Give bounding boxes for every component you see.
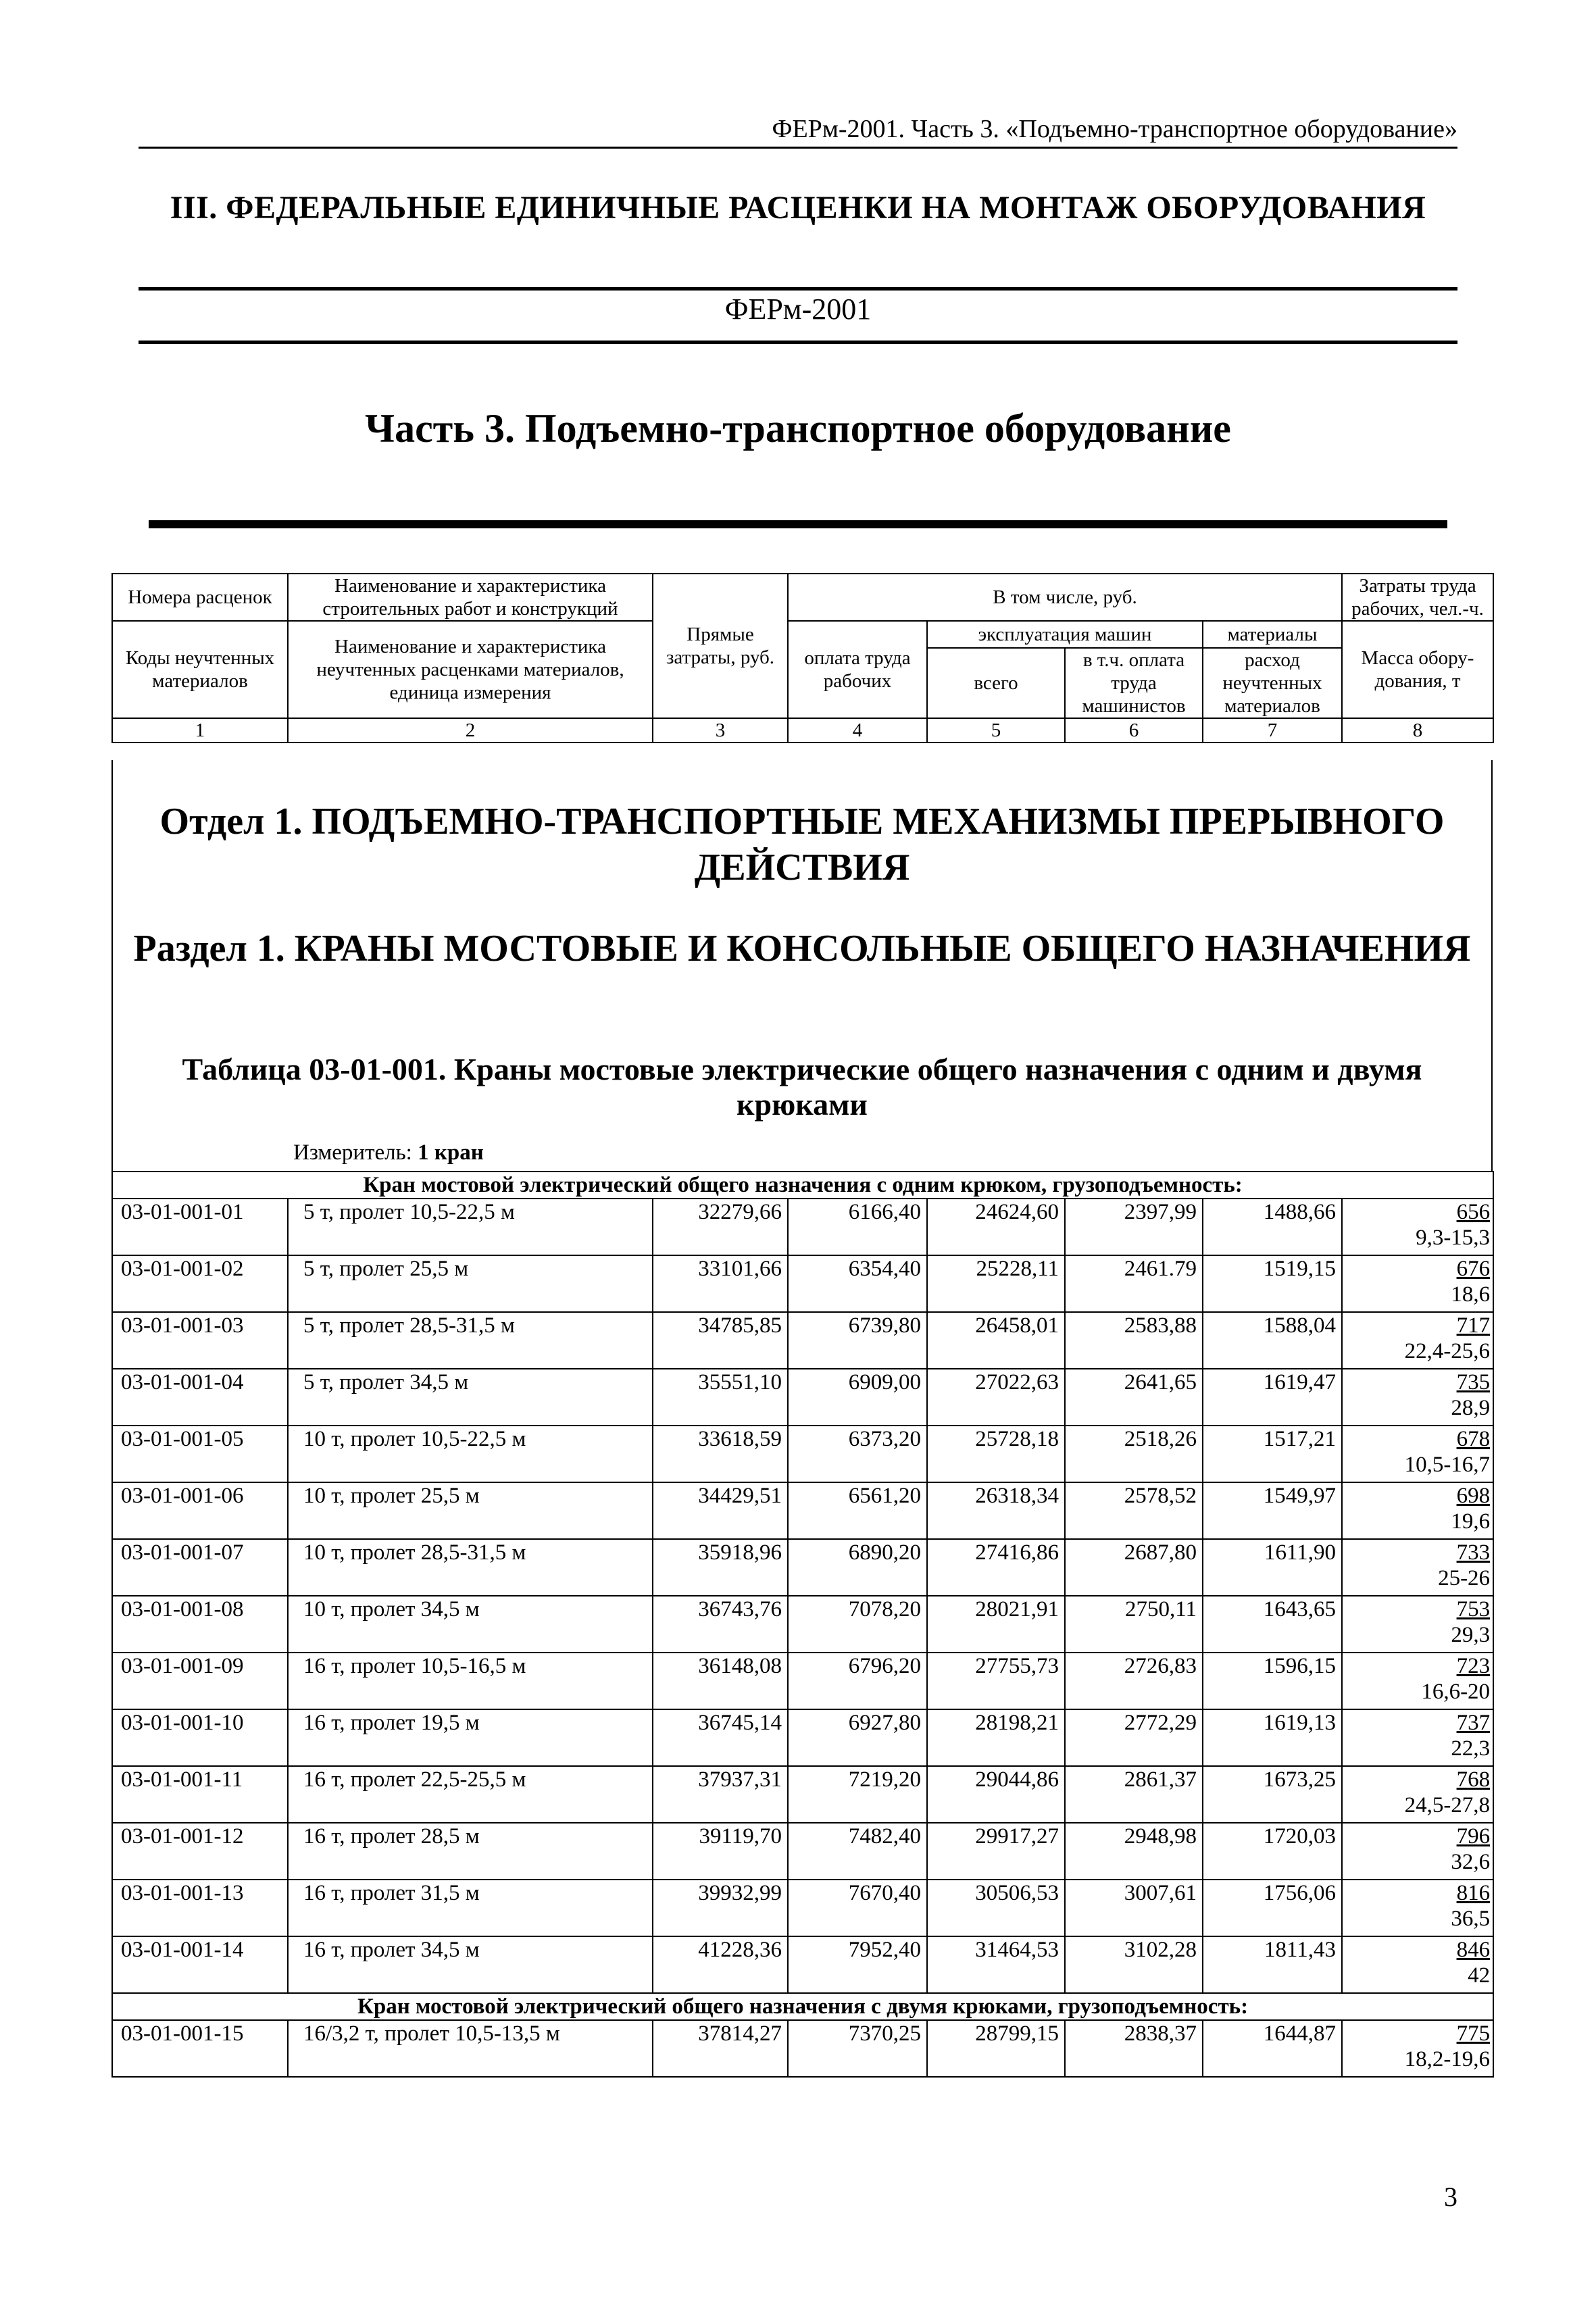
materials: 1756,06 <box>1203 1880 1342 1936</box>
machines-total: 28198,21 <box>927 1709 1065 1766</box>
table-row <box>112 1255 1493 1312</box>
column-numbers <box>112 718 1493 743</box>
materials: 1644,87 <box>1203 2020 1342 2077</box>
rate-name: 16/3,2 т, пролет 10,5-13,5 м <box>288 2020 653 2077</box>
equipment-mass: 10,5-16,7 <box>1404 1453 1491 1477</box>
table-row <box>112 1199 1493 1255</box>
equipment-mass: 16,6-20 <box>1421 1680 1491 1704</box>
labor-hours: 733 <box>1456 1540 1491 1565</box>
direct-costs-header: Прямые затраты, руб. <box>653 574 788 718</box>
equipment-mass: 36,5 <box>1451 1907 1491 1931</box>
labor-hours-and-mass <box>1342 1596 1493 1653</box>
rate-name: 10 т, пролет 25,5 м <box>288 1482 653 1539</box>
rate-code: 03-01-001-04 <box>112 1369 288 1426</box>
machines-total: 24624,60 <box>927 1199 1065 1255</box>
labor-pay: 6890,20 <box>788 1539 927 1596</box>
materials: 1549,97 <box>1203 1482 1342 1539</box>
equipment-mass: 28,9 <box>1451 1396 1491 1420</box>
labor-pay: 6166,40 <box>788 1199 927 1255</box>
machines-operators: 2641,65 <box>1065 1369 1203 1426</box>
rate-code: 03-01-001-01 <box>112 1199 288 1255</box>
group-title: Кран мостовой электрический общего назначения с одним крюком, грузоподъемность: <box>112 1172 1493 1199</box>
table-row <box>112 1653 1493 1709</box>
rate-name: 16 т, пролет 19,5 м <box>288 1709 653 1766</box>
machines-operators: 2583,88 <box>1065 1312 1203 1369</box>
page-number: 3 <box>1444 2182 1457 2212</box>
labor-hours: 678 <box>1456 1427 1491 1451</box>
rate-code: 03-01-001-11 <box>112 1766 288 1823</box>
table-row <box>112 1766 1493 1823</box>
col-number: 5 <box>927 718 1065 743</box>
labor-pay: 6373,20 <box>788 1426 927 1482</box>
materials: 1811,43 <box>1203 1936 1342 1993</box>
labor-pay: 7482,40 <box>788 1823 927 1880</box>
machines-operators-header: в т.ч. оплата труда машинистов <box>1082 649 1186 717</box>
direct-costs: 33618,59 <box>653 1426 788 1482</box>
group-row-double-hook <box>112 1993 1493 2020</box>
rate-code: 03-01-001-10 <box>112 1709 288 1766</box>
labor-hours-and-mass <box>1342 1482 1493 1539</box>
labor-hours-and-mass <box>1342 1880 1493 1936</box>
direct-costs: 34785,85 <box>653 1312 788 1369</box>
col2-bottom: Наименование и характеристика неучтенных расценками материалов, единица измерения <box>288 621 653 718</box>
col-number: 2 <box>288 718 653 743</box>
materials: 1619,13 <box>1203 1709 1342 1766</box>
machines-total: 25228,11 <box>927 1255 1065 1312</box>
machines-total: 26458,01 <box>927 1312 1065 1369</box>
rate-name: 5 т, пролет 25,5 м <box>288 1255 653 1312</box>
rate-code: 03-01-001-09 <box>112 1653 288 1709</box>
machines-total: 29917,27 <box>927 1823 1065 1880</box>
col-number: 8 <box>1342 718 1493 743</box>
equipment-mass: 19,6 <box>1451 1509 1491 1534</box>
rate-code: 03-01-001-12 <box>112 1823 288 1880</box>
direct-costs: 37814,27 <box>653 2020 788 2077</box>
machines-total: 31464,53 <box>927 1936 1065 1993</box>
materials: 1673,25 <box>1203 1766 1342 1823</box>
machines-operators: 2518,26 <box>1065 1426 1203 1482</box>
rate-name: 16 т, пролет 34,5 м <box>288 1936 653 1993</box>
table-row <box>112 1539 1493 1596</box>
labor-hours: 717 <box>1456 1313 1491 1338</box>
machines-total: 27416,86 <box>927 1539 1065 1596</box>
table-row <box>112 1823 1493 1880</box>
equipment-mass: 32,6 <box>1451 1850 1491 1874</box>
machines-operators: 2750,11 <box>1065 1596 1203 1653</box>
labor-pay: 6354,40 <box>788 1255 927 1312</box>
meter-label: Измеритель: <box>293 1140 412 1165</box>
labor-hours: 676 <box>1456 1257 1491 1281</box>
rate-code: 03-01-001-05 <box>112 1426 288 1482</box>
labor-hours: 846 <box>1456 1938 1491 1962</box>
group-row-single-hook <box>112 1172 1493 1199</box>
machines-operators: 2948,98 <box>1065 1823 1203 1880</box>
part-title: Часть 3. Подъемно-транспортное оборудование <box>365 406 1231 451</box>
table-row <box>112 2020 1493 2077</box>
col-number: 6 <box>1065 718 1203 743</box>
labor-hours: 723 <box>1456 1654 1491 1678</box>
col-number: 4 <box>788 718 927 743</box>
rate-code: 03-01-001-06 <box>112 1482 288 1539</box>
labor-pay: 7078,20 <box>788 1596 927 1653</box>
machines-operators: 3102,28 <box>1065 1936 1203 1993</box>
section-block <box>111 760 1493 1171</box>
direct-costs: 36148,08 <box>653 1653 788 1709</box>
machines-total: 27755,73 <box>927 1653 1065 1709</box>
direct-costs: 39932,99 <box>653 1880 788 1936</box>
direct-costs: 39119,70 <box>653 1823 788 1880</box>
labor-pay: 7219,20 <box>788 1766 927 1823</box>
equipment-mass: 9,3-15,3 <box>1416 1226 1491 1250</box>
col1-top: Номера расценок <box>112 574 288 621</box>
rate-name: 16 т, пролет 10,5-16,5 м <box>288 1653 653 1709</box>
section-title: Раздел 1. КРАНЫ МОСТОВЫЕ И КОНСОЛЬНЫЕ ОБЩЕГО НАЗНАЧЕНИЯ <box>133 928 1471 970</box>
labor-hours: 796 <box>1456 1824 1491 1848</box>
direct-costs: 34429,51 <box>653 1482 788 1539</box>
col-number: 3 <box>653 718 788 743</box>
machines-operators: 2687,80 <box>1065 1539 1203 1596</box>
machines-total: 29044,86 <box>927 1766 1065 1823</box>
table-row <box>112 1709 1493 1766</box>
materials: 1588,04 <box>1203 1312 1342 1369</box>
table-header <box>111 573 1494 743</box>
materials: 1596,15 <box>1203 1653 1342 1709</box>
labor-pay-header: оплата труда рабочих <box>788 621 927 718</box>
labor-pay: 6561,20 <box>788 1482 927 1539</box>
department-title: Отдел 1. ПОДЪЕМНО-ТРАНСПОРТНЫЕ МЕХАНИЗМЫ ПРЕРЫВНОГО ДЕЙСТВИЯ <box>159 801 1445 888</box>
rate-code: 03-01-001-14 <box>112 1936 288 1993</box>
table-title: Таблица 03-01-001. Краны мостовые электрические общего назначения с одним и двумя крюками <box>182 1052 1422 1122</box>
equipment-mass: 42 <box>1468 1963 1491 1988</box>
equipment-mass-header: Масса обору-дования, т <box>1342 621 1493 718</box>
group-title: Кран мостовой электрический общего назначения с двумя крюками, грузоподъемность: <box>112 1993 1493 2020</box>
labor-hours: 737 <box>1456 1711 1491 1735</box>
materials: 1643,65 <box>1203 1596 1342 1653</box>
meter <box>293 1140 484 1165</box>
data-table <box>111 1171 1494 2078</box>
machines-operators: 2461.79 <box>1065 1255 1203 1312</box>
table-row <box>112 1426 1493 1482</box>
equipment-mass: 29,3 <box>1451 1623 1491 1647</box>
machines-total: 25728,18 <box>927 1426 1065 1482</box>
rate-name: 10 т, пролет 10,5-22,5 м <box>288 1426 653 1482</box>
labor-hours: 816 <box>1456 1881 1491 1905</box>
rate-code: 03-01-001-03 <box>112 1312 288 1369</box>
meter-value: 1 кран <box>418 1140 484 1165</box>
labor-hours: 735 <box>1456 1370 1491 1394</box>
table-row <box>112 1482 1493 1539</box>
labor-hours-and-mass <box>1342 1709 1493 1766</box>
labor-hours-and-mass <box>1342 1823 1493 1880</box>
labor-pay: 6796,20 <box>788 1653 927 1709</box>
col-number: 7 <box>1203 718 1342 743</box>
equipment-mass: 24,5-27,8 <box>1404 1793 1491 1817</box>
machines-total: 27022,63 <box>927 1369 1065 1426</box>
rate-code: 03-01-001-13 <box>112 1880 288 1936</box>
labor-pay: 7952,40 <box>788 1936 927 1993</box>
machines-total: 28021,91 <box>927 1596 1065 1653</box>
rate-name: 5 т, пролет 28,5-31,5 м <box>288 1312 653 1369</box>
labor-hours-and-mass <box>1342 1653 1493 1709</box>
labor-hours: 656 <box>1456 1200 1491 1224</box>
labor-hours-and-mass <box>1342 1766 1493 1823</box>
machines-total: 26318,34 <box>927 1482 1065 1539</box>
rate-code: 03-01-001-07 <box>112 1539 288 1596</box>
rate-code: 03-01-001-02 <box>112 1255 288 1312</box>
col2-top: Наименование и характеристика строительных работ и конструкций <box>288 574 653 621</box>
direct-costs: 37937,31 <box>653 1766 788 1823</box>
machines-operators: 2861,37 <box>1065 1766 1203 1823</box>
direct-costs: 36745,14 <box>653 1709 788 1766</box>
rule-top <box>139 287 1457 291</box>
machines-operators: 2838,37 <box>1065 2020 1203 2077</box>
labor-hours-and-mass <box>1342 1426 1493 1482</box>
machines-operators: 2578,52 <box>1065 1482 1203 1539</box>
equipment-mass: 18,2-19,6 <box>1404 2047 1491 2071</box>
rate-name: 10 т, пролет 34,5 м <box>288 1596 653 1653</box>
labor-costs-header: Затраты труда рабочих, чел.-ч. <box>1342 574 1493 621</box>
labor-hours-and-mass <box>1342 1369 1493 1426</box>
labor-hours-and-mass <box>1342 1312 1493 1369</box>
labor-pay: 7370,25 <box>788 2020 927 2077</box>
machines-operators: 2397,99 <box>1065 1199 1203 1255</box>
main-title: III. ФЕДЕРАЛЬНЫЕ ЕДИНИЧНЫЕ РАСЦЕНКИ НА МОНТАЖ ОБОРУДОВАНИЯ <box>170 190 1426 226</box>
table-row <box>112 1936 1493 1993</box>
equipment-mass: 18,6 <box>1451 1282 1491 1307</box>
labor-hours-and-mass <box>1342 1936 1493 1993</box>
machines-operators: 2726,83 <box>1065 1653 1203 1709</box>
materials: 1519,15 <box>1203 1255 1342 1312</box>
rate-name: 16 т, пролет 28,5 м <box>288 1823 653 1880</box>
labor-pay: 6909,00 <box>788 1369 927 1426</box>
machines-total: 30506,53 <box>927 1880 1065 1936</box>
machines-total-header: всего <box>928 648 1065 718</box>
labor-hours: 753 <box>1456 1597 1491 1621</box>
rule-bottom <box>139 341 1457 344</box>
materials-header: материалы <box>1203 622 1341 648</box>
rate-name: 16 т, пролет 31,5 м <box>288 1880 653 1936</box>
rate-name: 5 т, пролет 10,5-22,5 м <box>288 1199 653 1255</box>
labor-pay: 6739,80 <box>788 1312 927 1369</box>
equipment-mass: 22,4-25,6 <box>1404 1339 1491 1363</box>
materials: 1720,03 <box>1203 1823 1342 1880</box>
equipment-mass: 22,3 <box>1451 1736 1491 1761</box>
labor-hours-and-mass <box>1342 1539 1493 1596</box>
machines-header: эксплуатация машин <box>928 622 1202 648</box>
thick-rule <box>149 520 1447 528</box>
labor-hours-and-mass <box>1342 1255 1493 1312</box>
direct-costs: 35551,10 <box>653 1369 788 1426</box>
direct-costs: 36743,76 <box>653 1596 788 1653</box>
labor-hours: 698 <box>1456 1484 1491 1508</box>
labor-pay: 7670,40 <box>788 1880 927 1936</box>
labor-hours: 768 <box>1456 1767 1491 1792</box>
equipment-mass: 25-26 <box>1438 1566 1491 1590</box>
table-row <box>112 1369 1493 1426</box>
table-row <box>112 1880 1493 1936</box>
machines-operators: 2772,29 <box>1065 1709 1203 1766</box>
table-row <box>112 1596 1493 1653</box>
materials-consumption-header: расход неучтенных материалов <box>1222 649 1322 717</box>
code-title: ФЕРм-2001 <box>724 293 872 326</box>
materials: 1517,21 <box>1203 1426 1342 1482</box>
labor-hours: 775 <box>1456 2021 1491 2046</box>
rate-code: 03-01-001-15 <box>112 2020 288 2077</box>
direct-costs: 32279,66 <box>653 1199 788 1255</box>
machines-operators: 3007,61 <box>1065 1880 1203 1936</box>
labor-pay: 6927,80 <box>788 1709 927 1766</box>
rate-code: 03-01-001-08 <box>112 1596 288 1653</box>
running-header: ФЕРм-2001. Часть 3. «Подъемно-транспортное оборудование» <box>139 111 1457 149</box>
col1-bottom: Коды неучтенных материалов <box>112 621 288 718</box>
materials: 1619,47 <box>1203 1369 1342 1426</box>
machines-total: 28799,15 <box>927 2020 1065 2077</box>
rate-name: 5 т, пролет 34,5 м <box>288 1369 653 1426</box>
including-header: В том числе, руб. <box>788 574 1342 621</box>
labor-hours-and-mass <box>1342 2020 1493 2077</box>
direct-costs: 33101,66 <box>653 1255 788 1312</box>
materials: 1488,66 <box>1203 1199 1342 1255</box>
col-number: 1 <box>112 718 288 743</box>
labor-hours-and-mass <box>1342 1199 1493 1255</box>
rate-name: 16 т, пролет 22,5-25,5 м <box>288 1766 653 1823</box>
table-row <box>112 1312 1493 1369</box>
direct-costs: 41228,36 <box>653 1936 788 1993</box>
rate-name: 10 т, пролет 28,5-31,5 м <box>288 1539 653 1596</box>
direct-costs: 35918,96 <box>653 1539 788 1596</box>
materials: 1611,90 <box>1203 1539 1342 1596</box>
